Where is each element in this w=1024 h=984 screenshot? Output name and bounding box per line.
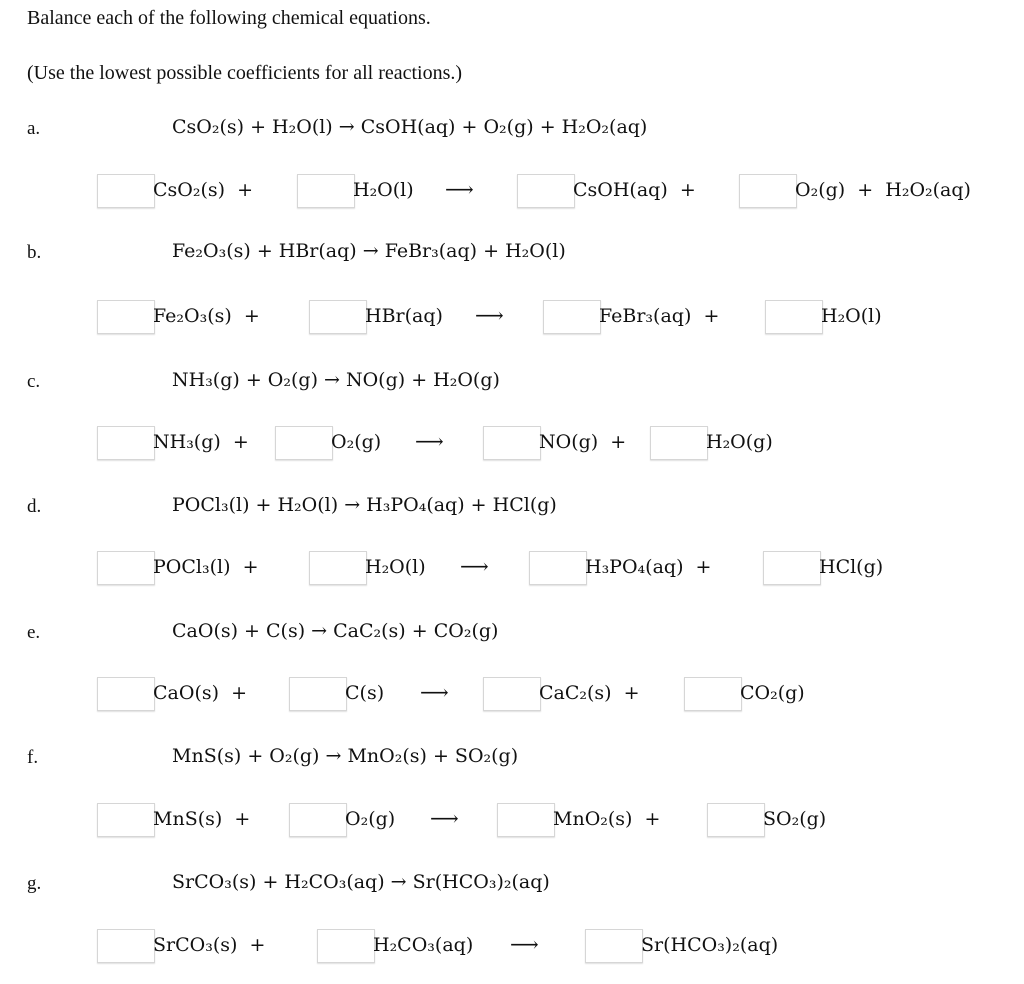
coefficient-input[interactable]: [763, 551, 821, 585]
species-term: CsOH(aq) +: [573, 179, 696, 201]
species-term: CaC₂(s) +: [539, 682, 640, 704]
coefficient-input[interactable]: [483, 426, 541, 460]
coefficient-input[interactable]: [97, 803, 155, 837]
coefficient-input[interactable]: [97, 426, 155, 460]
coefficient-input[interactable]: [585, 929, 643, 963]
coefficient-input[interactable]: [275, 426, 333, 460]
problem-label: a.: [27, 118, 41, 139]
coefficient-input[interactable]: [309, 300, 367, 334]
unbalanced-equation: SrCO₃(s) + H₂CO₃(aq) → Sr(HCO₃)₂(aq): [172, 871, 550, 893]
species-term: SO₂(g): [763, 808, 827, 830]
unbalanced-equation: Fe₂O₃(s) + HBr(aq) → FeBr₃(aq) + H₂O(l): [172, 240, 566, 262]
species-term: O₂(g) + H₂O₂(aq): [795, 179, 971, 201]
coefficient-input[interactable]: [297, 174, 355, 208]
unbalanced-equation: NH₃(g) + O₂(g) → NO(g) + H₂O(g): [172, 369, 500, 391]
coefficient-input[interactable]: [97, 677, 155, 711]
coefficient-input[interactable]: [739, 174, 797, 208]
reaction-arrow-icon: ⟶: [415, 431, 444, 453]
species-term: NO(g) +: [539, 431, 627, 453]
coefficient-input[interactable]: [289, 677, 347, 711]
problem-label: b.: [27, 242, 42, 263]
species-term: FeBr₃(aq) +: [599, 305, 720, 327]
problem-label: e.: [27, 622, 41, 643]
reaction-arrow-icon: ⟶: [475, 305, 504, 327]
unbalanced-equation: MnS(s) + O₂(g) → MnO₂(s) + SO₂(g): [172, 745, 519, 767]
species-term: H₂O(l): [821, 305, 882, 327]
species-term: Fe₂O₃(s) +: [153, 305, 260, 327]
species-term: O₂(g): [345, 808, 396, 830]
instructions-line-1: Balance each of the following chemical equations.: [27, 7, 431, 29]
coefficient-input[interactable]: [97, 300, 155, 334]
species-term: H₂CO₃(aq): [373, 934, 474, 956]
reaction-arrow-icon: ⟶: [460, 556, 489, 578]
species-term: C(s): [345, 682, 385, 704]
species-term: O₂(g): [331, 431, 382, 453]
unbalanced-equation: POCl₃(l) + H₂O(l) → H₃PO₄(aq) + HCl(g): [172, 494, 557, 516]
species-term: HBr(aq): [365, 305, 443, 327]
coefficient-input[interactable]: [317, 929, 375, 963]
species-term: NH₃(g) +: [153, 431, 249, 453]
coefficient-input[interactable]: [97, 174, 155, 208]
species-term: MnS(s) +: [153, 808, 251, 830]
coefficient-input[interactable]: [765, 300, 823, 334]
species-term: SrCO₃(s) +: [153, 934, 266, 956]
species-term: H₂O(l): [353, 179, 414, 201]
species-term: H₂O(l): [365, 556, 426, 578]
reaction-arrow-icon: ⟶: [430, 808, 459, 830]
species-term: MnO₂(s) +: [553, 808, 661, 830]
coefficient-input[interactable]: [497, 803, 555, 837]
coefficient-input[interactable]: [97, 551, 155, 585]
coefficient-input[interactable]: [529, 551, 587, 585]
coefficient-input[interactable]: [684, 677, 742, 711]
problem-label: f.: [27, 747, 39, 768]
coefficient-input[interactable]: [650, 426, 708, 460]
coefficient-input[interactable]: [517, 174, 575, 208]
species-term: CaO(s) +: [153, 682, 248, 704]
species-term: H₂O(g): [706, 431, 773, 453]
coefficient-input[interactable]: [543, 300, 601, 334]
species-term: HCl(g): [819, 556, 884, 578]
species-term: H₃PO₄(aq) +: [585, 556, 712, 578]
coefficient-input[interactable]: [97, 929, 155, 963]
species-term: CsO₂(s) +: [153, 179, 254, 201]
problem-label: d.: [27, 496, 42, 517]
problem-label: g.: [27, 873, 42, 894]
instructions-line-2: (Use the lowest possible coefficients for all reactions.): [27, 62, 463, 84]
reaction-arrow-icon: ⟶: [420, 682, 449, 704]
species-term: POCl₃(l) +: [153, 556, 259, 578]
species-term: Sr(HCO₃)₂(aq): [641, 934, 779, 956]
reaction-arrow-icon: ⟶: [445, 179, 474, 201]
reaction-arrow-icon: ⟶: [510, 934, 539, 956]
unbalanced-equation: CsO₂(s) + H₂O(l) → CsOH(aq) + O₂(g) + H₂O₂(aq): [172, 116, 648, 138]
unbalanced-equation: CaO(s) + C(s) → CaC₂(s) + CO₂(g): [172, 620, 499, 642]
coefficient-input[interactable]: [309, 551, 367, 585]
species-term: CO₂(g): [740, 682, 805, 704]
coefficient-input[interactable]: [707, 803, 765, 837]
coefficient-input[interactable]: [289, 803, 347, 837]
coefficient-input[interactable]: [483, 677, 541, 711]
problem-label: c.: [27, 371, 41, 392]
